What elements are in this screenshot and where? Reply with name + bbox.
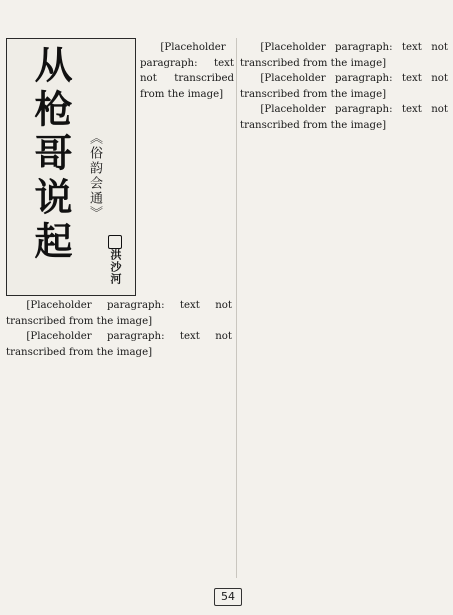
column-left-bottom — [6, 298, 232, 360]
paragraph: [Placeholder paragraph: text not transcribed from the image] — [240, 73, 448, 100]
column-divider — [236, 38, 237, 578]
article-subtitle: 《俗韵会通》 — [87, 131, 102, 221]
article-title: 从枪哥说起 — [28, 45, 73, 265]
title-block — [6, 38, 136, 296]
author-marker-icon — [108, 235, 122, 249]
paragraph: [Placeholder paragraph: text not transcribed from the image] — [240, 42, 448, 69]
paragraph: [Placeholder paragraph: text not transcribed from the image] — [140, 42, 234, 100]
paragraph: [Placeholder paragraph: text not transcribed from the image] — [6, 300, 232, 327]
paragraph: [Placeholder paragraph: text not transcribed from the image] — [240, 104, 448, 131]
paragraph: [Placeholder paragraph: text not transcribed from the image] — [6, 331, 232, 358]
article-author: 洪沙河 — [109, 249, 122, 285]
column-right — [240, 40, 448, 134]
page-number: 54 — [214, 588, 242, 606]
column-left-top — [140, 40, 234, 102]
